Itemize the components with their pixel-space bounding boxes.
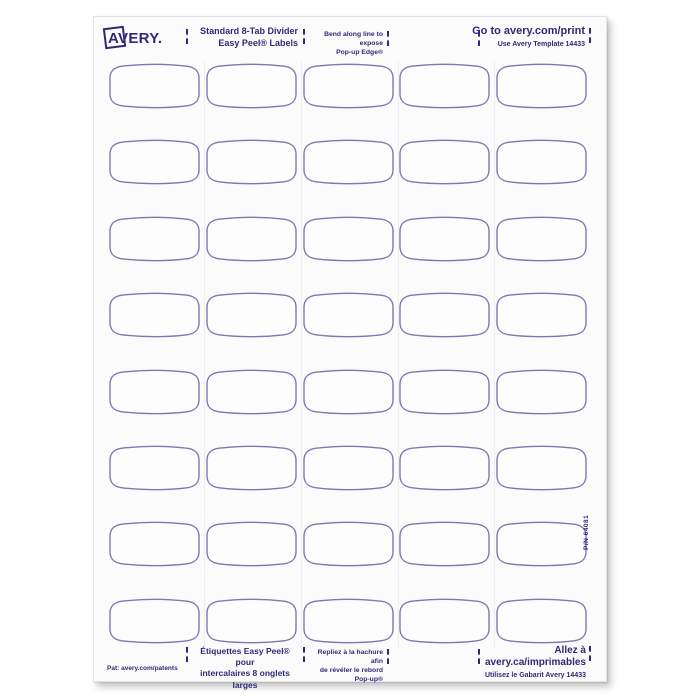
label-outline — [207, 217, 296, 261]
label-outline — [497, 64, 586, 108]
header-template-number: Use Avery Template 14433 — [497, 41, 585, 49]
divider-label-cell — [206, 216, 297, 262]
divider-label-cell — [496, 292, 587, 338]
divider-label-cell — [303, 521, 394, 567]
divider-label-cell — [206, 445, 297, 491]
fold-dash-mark — [387, 649, 389, 664]
divider-label-cell — [496, 63, 587, 109]
label-outline — [497, 217, 586, 261]
label-sheet — [93, 16, 607, 690]
divider-label-cell — [496, 369, 587, 415]
label-outline — [400, 599, 489, 643]
label-outline — [110, 446, 199, 490]
divider-label-cell — [206, 369, 297, 415]
divider-label-cell — [303, 292, 394, 338]
label-outline — [110, 217, 199, 261]
label-outline — [304, 293, 393, 337]
header-product-line2: Easy Peel® Labels — [218, 37, 298, 48]
footer-print-url-fr: Allez à avery.ca/imprimables — [485, 645, 586, 668]
label-outline — [497, 523, 586, 567]
fold-dash-mark — [589, 646, 591, 661]
patent-text: Pat: avery.com/patents — [107, 665, 178, 672]
label-outline — [497, 446, 586, 490]
divider-label-cell — [206, 139, 297, 185]
divider-label-cell — [303, 216, 394, 262]
label-outline — [110, 293, 199, 337]
label-outline — [400, 523, 489, 567]
divider-label-cell — [206, 63, 297, 109]
footer-product-name-fr — [190, 646, 300, 691]
divider-label-cell — [303, 369, 394, 415]
label-outline — [304, 370, 393, 414]
label-outline — [207, 293, 296, 337]
divider-label-cell — [496, 445, 587, 491]
divider-label-cell — [109, 139, 200, 185]
divider-label-cell — [399, 521, 490, 567]
label-outline — [304, 446, 393, 490]
label-outline — [207, 64, 296, 108]
divider-label-cell — [399, 139, 490, 185]
divider-label-cell — [399, 292, 490, 338]
divider-label-cell — [303, 445, 394, 491]
divider-label-cell — [109, 598, 200, 644]
footer-bend-fr-line2: de révéler le rebord Pop-up® — [319, 666, 383, 683]
divider-label-cell — [303, 598, 394, 644]
label-outline — [400, 217, 489, 261]
label-outline — [207, 446, 296, 490]
divider-label-cell — [303, 139, 394, 185]
footer-template-number-fr: Utilisez le Gabarit Avery 14433 — [484, 672, 586, 679]
divider-label-cell — [399, 598, 490, 644]
divider-label-cell — [496, 521, 587, 567]
divider-label-cell — [496, 598, 587, 644]
label-outline — [304, 599, 393, 643]
label-outline — [400, 446, 489, 490]
footer-product-fr-line2: intercalaires 8 onglets larges — [200, 668, 290, 690]
divider-label-cell — [399, 216, 490, 262]
avery-logo-text: AVERY. — [108, 30, 163, 47]
header-bend-line2: Pop-up Edge® — [336, 48, 383, 56]
divider-label-cell — [206, 521, 297, 567]
fold-dash-mark — [186, 647, 188, 662]
footer-bend-fr-line1: Repliez à la hachure afin — [317, 649, 383, 665]
divider-label-cell — [496, 139, 587, 185]
header-bend-line1: Bend along line to expose — [324, 31, 383, 47]
divider-label-cell — [496, 216, 587, 262]
header-print-url: Go to avery.com/print — [472, 25, 585, 37]
label-outline — [110, 141, 199, 185]
label-outline — [304, 217, 393, 261]
part-number-text: P/N 64081 — [583, 514, 590, 550]
label-outline — [110, 523, 199, 567]
label-outline — [400, 370, 489, 414]
divider-label-cell — [399, 369, 490, 415]
label-outline — [497, 141, 586, 185]
label-outline — [304, 141, 393, 185]
label-outline — [110, 599, 199, 643]
divider-label-cell — [109, 445, 200, 491]
divider-label-cell — [206, 598, 297, 644]
divider-label-cell — [399, 63, 490, 109]
label-outline — [497, 370, 586, 414]
divider-label-cell — [399, 445, 490, 491]
divider-label-cell — [109, 521, 200, 567]
divider-label-cell — [109, 369, 200, 415]
label-outline — [304, 523, 393, 567]
divider-label-cell — [109, 216, 200, 262]
label-outline — [207, 141, 296, 185]
label-outline — [207, 599, 296, 643]
label-outline — [497, 293, 586, 337]
label-grid — [94, 17, 606, 681]
label-outline — [400, 141, 489, 185]
label-outline — [400, 64, 489, 108]
divider-label-cell — [303, 63, 394, 109]
label-outline — [400, 293, 489, 337]
footer-product-fr-line1: Étiquettes Easy Peel® pour — [200, 646, 290, 668]
label-outline — [207, 523, 296, 567]
label-outline — [497, 599, 586, 643]
footer-bend-instruction-fr — [305, 649, 383, 685]
divider-label-cell — [109, 292, 200, 338]
label-outline — [304, 64, 393, 108]
label-outline — [207, 370, 296, 414]
header-product-line1: Standard 8-Tab Divider — [200, 26, 298, 36]
label-outline — [110, 64, 199, 108]
footer-print-instruction-fr — [468, 645, 586, 680]
divider-label-cell — [206, 292, 297, 338]
divider-label-cell — [109, 63, 200, 109]
label-outline — [110, 370, 199, 414]
